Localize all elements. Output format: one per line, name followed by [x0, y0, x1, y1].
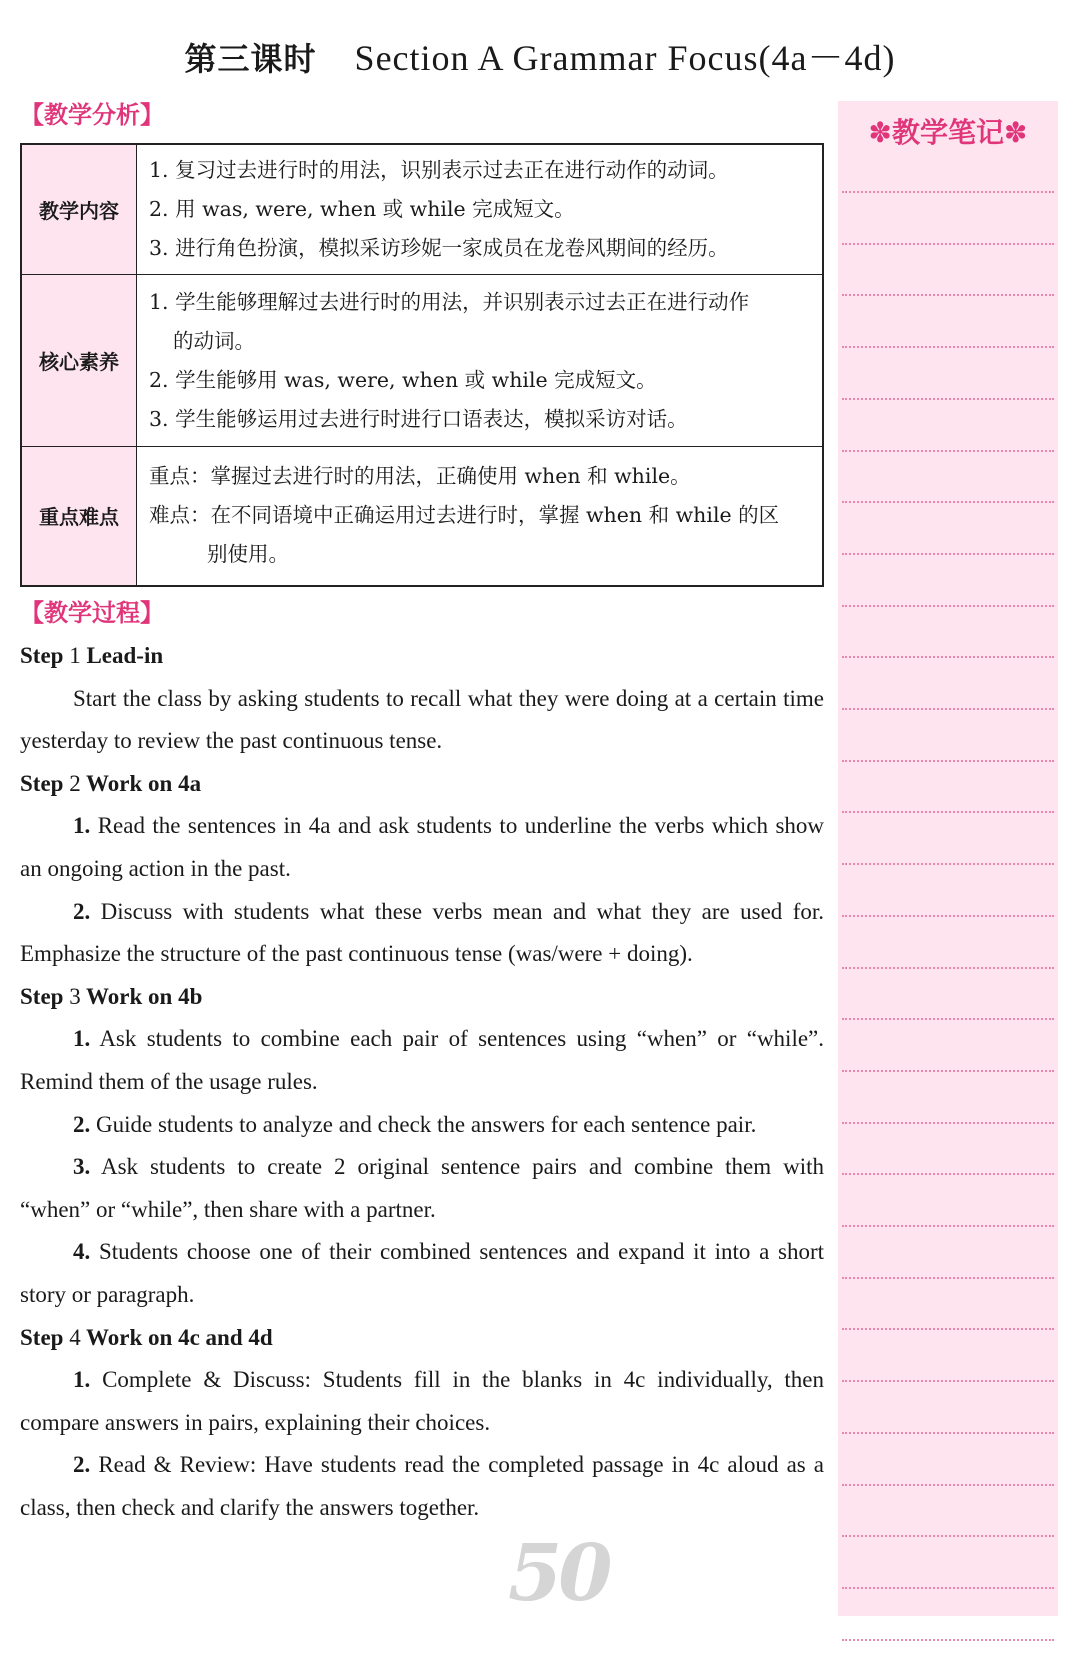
step-paragraph	[20, 1146, 824, 1231]
paragraph-number: 1.	[73, 1026, 91, 1052]
paragraph-text: Read the sentences in 4a and ask students to underline the verbs which show an ongoing action in the past.	[20, 813, 825, 881]
content-line: 重点：掌握过去进行时的用法，正确使用 when 和 while。	[149, 464, 691, 489]
paragraph-text: Students choose one of their combined sentences and expand it into a short story or paragraph.	[20, 1239, 824, 1307]
paragraph-number: 2.	[73, 1111, 91, 1137]
step-paragraph	[20, 678, 824, 763]
note-rule-line	[842, 346, 1054, 348]
content-line: 难点：在不同语境中正确运用过去进行时，掌握 when 和 while 的区	[149, 503, 780, 528]
note-rule-line	[842, 501, 1054, 503]
analysis-heading: 【教学分析】	[20, 101, 164, 129]
row-header: 重点难点	[21, 447, 137, 586]
content-line: 2. 学生能够用 was, were, when 或 while 完成短文。	[149, 367, 657, 392]
process-heading: 【教学过程】	[20, 599, 164, 627]
step-label: Step	[20, 1324, 64, 1350]
note-rule-line	[842, 1225, 1054, 1227]
content-line: 2. 用 was, were, when 或 while 完成短文。	[149, 197, 575, 221]
row-content	[137, 275, 824, 447]
step-heading	[20, 1317, 824, 1360]
step-paragraph	[20, 805, 824, 890]
paragraph-number: 1.	[73, 1367, 91, 1393]
content-line: 1. 学生能够理解过去进行时的用法，并识别表示过去正在进行动作	[149, 289, 750, 314]
table-row	[21, 447, 823, 586]
note-rule-line	[842, 553, 1054, 555]
content-line: 3. 学生能够运用过去进行时进行口语表达，模拟采访对话。	[149, 406, 688, 431]
paragraph-number: 2.	[73, 898, 91, 924]
note-rule-line	[842, 605, 1054, 607]
teaching-notes-panel	[838, 101, 1058, 1616]
step-label: Step	[20, 983, 64, 1009]
note-rule-line	[842, 656, 1054, 658]
note-rule-line	[842, 1432, 1054, 1434]
step-paragraph	[20, 1359, 824, 1444]
step-heading	[20, 976, 824, 1019]
table-row	[21, 144, 823, 275]
note-rule-line	[842, 1639, 1054, 1641]
step-paragraph	[20, 1018, 824, 1103]
note-rule-line	[842, 1328, 1054, 1330]
note-rule-line	[842, 294, 1054, 296]
note-rule-line	[842, 811, 1054, 813]
notes-title: ✽教学笔记✽	[868, 116, 1028, 149]
step-name: Work on 4a	[86, 770, 202, 796]
note-rule-line	[842, 863, 1054, 865]
page-number: 50	[508, 1528, 609, 1619]
lesson-number: 第三课时	[184, 40, 317, 78]
content-line: 的动词。	[173, 328, 255, 353]
step-heading	[20, 763, 824, 806]
table-row	[21, 275, 823, 447]
step-paragraph	[20, 1444, 824, 1529]
paragraph-text: Ask students to combine each pair of sentences using “when” or “while”. Remind them of the usage rules.	[20, 1026, 824, 1094]
note-rule-line	[842, 1122, 1054, 1124]
paragraph-number: 4.	[73, 1239, 91, 1265]
note-rule-line	[842, 1484, 1054, 1486]
step-number: 3	[69, 983, 81, 1009]
step-heading	[20, 635, 824, 678]
row-header: 教学内容	[21, 144, 137, 275]
step-name: Work on 4b	[86, 983, 203, 1009]
lesson-section: Section A Grammar Focus(4a－4d)	[354, 38, 896, 78]
note-rule-line	[842, 1173, 1054, 1175]
note-rule-line	[842, 1018, 1054, 1020]
paragraph-text: Start the class by asking students to recall what they were doing at a certain time yesterday to review the past continuous tense.	[20, 685, 824, 754]
step-number: 4	[69, 1324, 81, 1350]
note-rule-line	[842, 1380, 1054, 1382]
step-label: Step	[20, 770, 64, 796]
content-line: 3. 进行角色扮演，模拟采访珍妮一家成员在龙卷风期间的经历。	[149, 236, 729, 260]
content-line: 1. 复习过去进行时的用法，识别表示过去正在进行动作的动词。	[149, 158, 729, 182]
paragraph-number: 2.	[73, 1452, 91, 1478]
note-rule-line	[842, 1535, 1054, 1537]
note-rule-line	[842, 1587, 1054, 1589]
note-rule-line	[842, 243, 1054, 245]
paragraph-text: Complete & Discuss: Students fill in the blanks in 4c individually, then compare answers in pairs, explaining their choices.	[20, 1367, 825, 1435]
step-paragraph	[20, 1104, 824, 1147]
paragraph-number: 3.	[73, 1154, 91, 1180]
paragraph-text: Guide students to analyze and check the answers for each sentence pair.	[96, 1111, 757, 1137]
content-line: 别使用。	[207, 542, 289, 567]
note-rule-line	[842, 450, 1054, 452]
step-number: 2	[69, 770, 81, 796]
note-rule-line	[842, 760, 1054, 762]
note-rule-line	[842, 191, 1054, 193]
step-name: Work on 4c and 4d	[86, 1324, 273, 1350]
step-label: Step	[20, 643, 64, 668]
note-rule-line	[842, 1070, 1054, 1072]
step-name: Lead-in	[86, 643, 164, 668]
row-header: 核心素养	[21, 275, 137, 447]
note-rule-line	[842, 915, 1054, 917]
row-content	[137, 447, 824, 586]
step-paragraph	[20, 1231, 824, 1316]
analysis-table	[20, 143, 824, 587]
note-rule-line	[842, 967, 1054, 969]
row-content	[137, 144, 824, 275]
paragraph-text: Ask students to create 2 original sentence pairs and combine them with “when” or “while”, then share with a partner.	[20, 1154, 824, 1222]
step-paragraph	[20, 891, 824, 976]
note-rule-line	[842, 708, 1054, 710]
page-title	[0, 30, 1080, 81]
note-rule-line	[842, 398, 1054, 400]
paragraph-text: Read & Review: Have students read the completed passage in 4c aloud as a class, then check and clarify the answers together.	[20, 1452, 825, 1520]
paragraph-number: 1.	[73, 813, 91, 839]
paragraph-text: Discuss with students what these verbs mean and what they are used for. Emphasize the structure of the past continuous tense (was/were + doing).	[20, 898, 824, 967]
teaching-process	[20, 635, 824, 1529]
step-number: 1	[69, 643, 81, 668]
note-rule-line	[842, 1277, 1054, 1279]
